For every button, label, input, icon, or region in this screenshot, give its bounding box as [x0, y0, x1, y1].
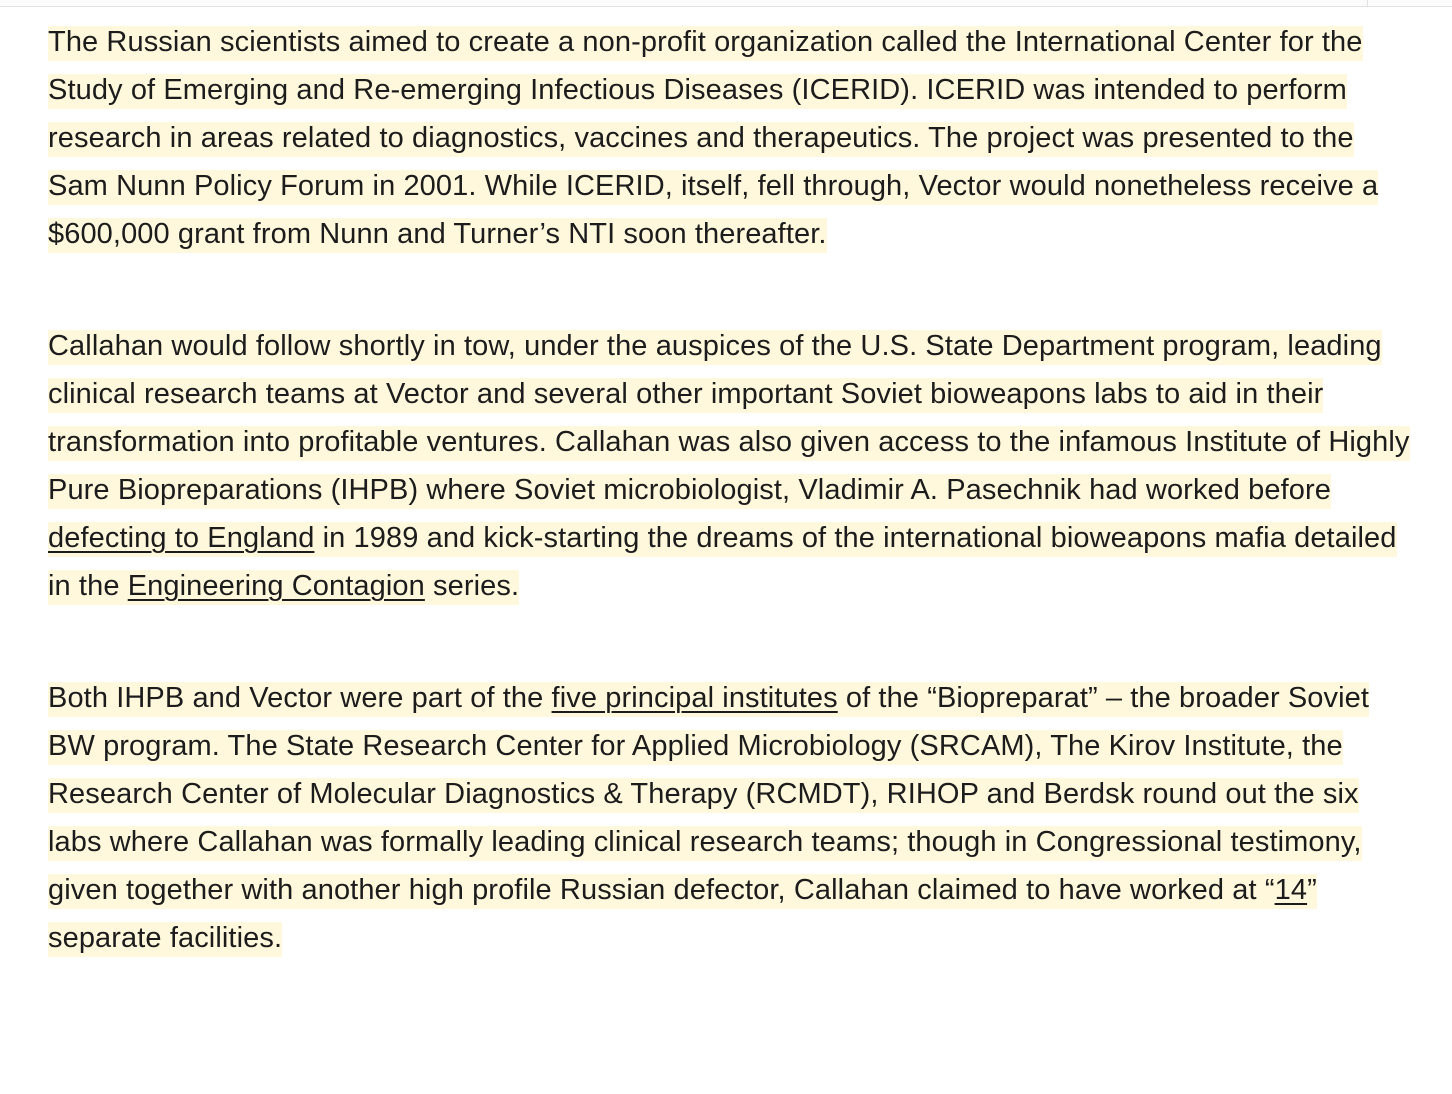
paragraph-callahan-state-department: [48, 322, 1418, 610]
paragraph-text: of the “Biopreparat” – the broader Soviet BW program. The State Research Center for Applied Microbiology (SRCAM), The Kirov Institute, the Research Center of Molecular Diagnostics & Therapy (RCMDT), RIHOP and Berdsk round out the six labs where Callahan was formally leading clinical research teams; though in Congressional testimony, given together with another high profile Russian defector, Callahan claimed to have worked at “: [48, 682, 1370, 906]
defecting-to-england-link[interactable]: defecting to England: [48, 522, 315, 554]
top-divider: [0, 0, 1452, 7]
highlight-span: [48, 330, 1410, 605]
paragraph-biopreparat: [48, 674, 1418, 962]
paragraph-icerid: [48, 18, 1418, 258]
engineering-contagion-link[interactable]: Engineering Contagion: [127, 570, 425, 602]
paragraph-text: Callahan would follow shortly in tow, under the auspices of the U.S. State Department program, leading clinical research teams at Vector and several other important Soviet bioweapons labs to aid in their transformation into profitable ventures. Callahan was also given access to the infamous Institute of Highly Pure Biopreparations (IHPB) where Soviet microbiologist, Vladimir A. Pasechnik had worked before: [48, 330, 1410, 506]
fourteen-facilities-link[interactable]: 14: [1274, 874, 1308, 906]
paragraph-text: Both IHPB and Vector were part of the: [48, 682, 552, 714]
article-body: [48, 18, 1418, 1026]
paragraph-text: in 1989 and kick-starting the dreams of the international bioweapons mafia detailed in the: [48, 522, 1397, 602]
paragraph-text: series.: [424, 570, 520, 602]
paragraph-text: The Russian scientists aimed to create a non-profit organization called the International Center for the Study of Emerging and Re-emerging Infectious Diseases (ICERID). ICERID was intended to perform research in areas related to diagnostics, vaccines and therapeutics. The project was presented to the Sam Nunn Policy Forum in 2001. While ICERID, itself, fell through, Vector would nonetheless receive a $600,000 grant from Nunn and Turner’s NTI soon thereafter.: [48, 26, 1379, 250]
highlight-span: [48, 682, 1369, 957]
five-principal-institutes-link[interactable]: five principal institutes: [551, 682, 838, 714]
divider-notch: [1367, 0, 1368, 6]
paragraph-text: ” separate facilities.: [48, 874, 1317, 954]
highlight-span: [48, 26, 1378, 253]
